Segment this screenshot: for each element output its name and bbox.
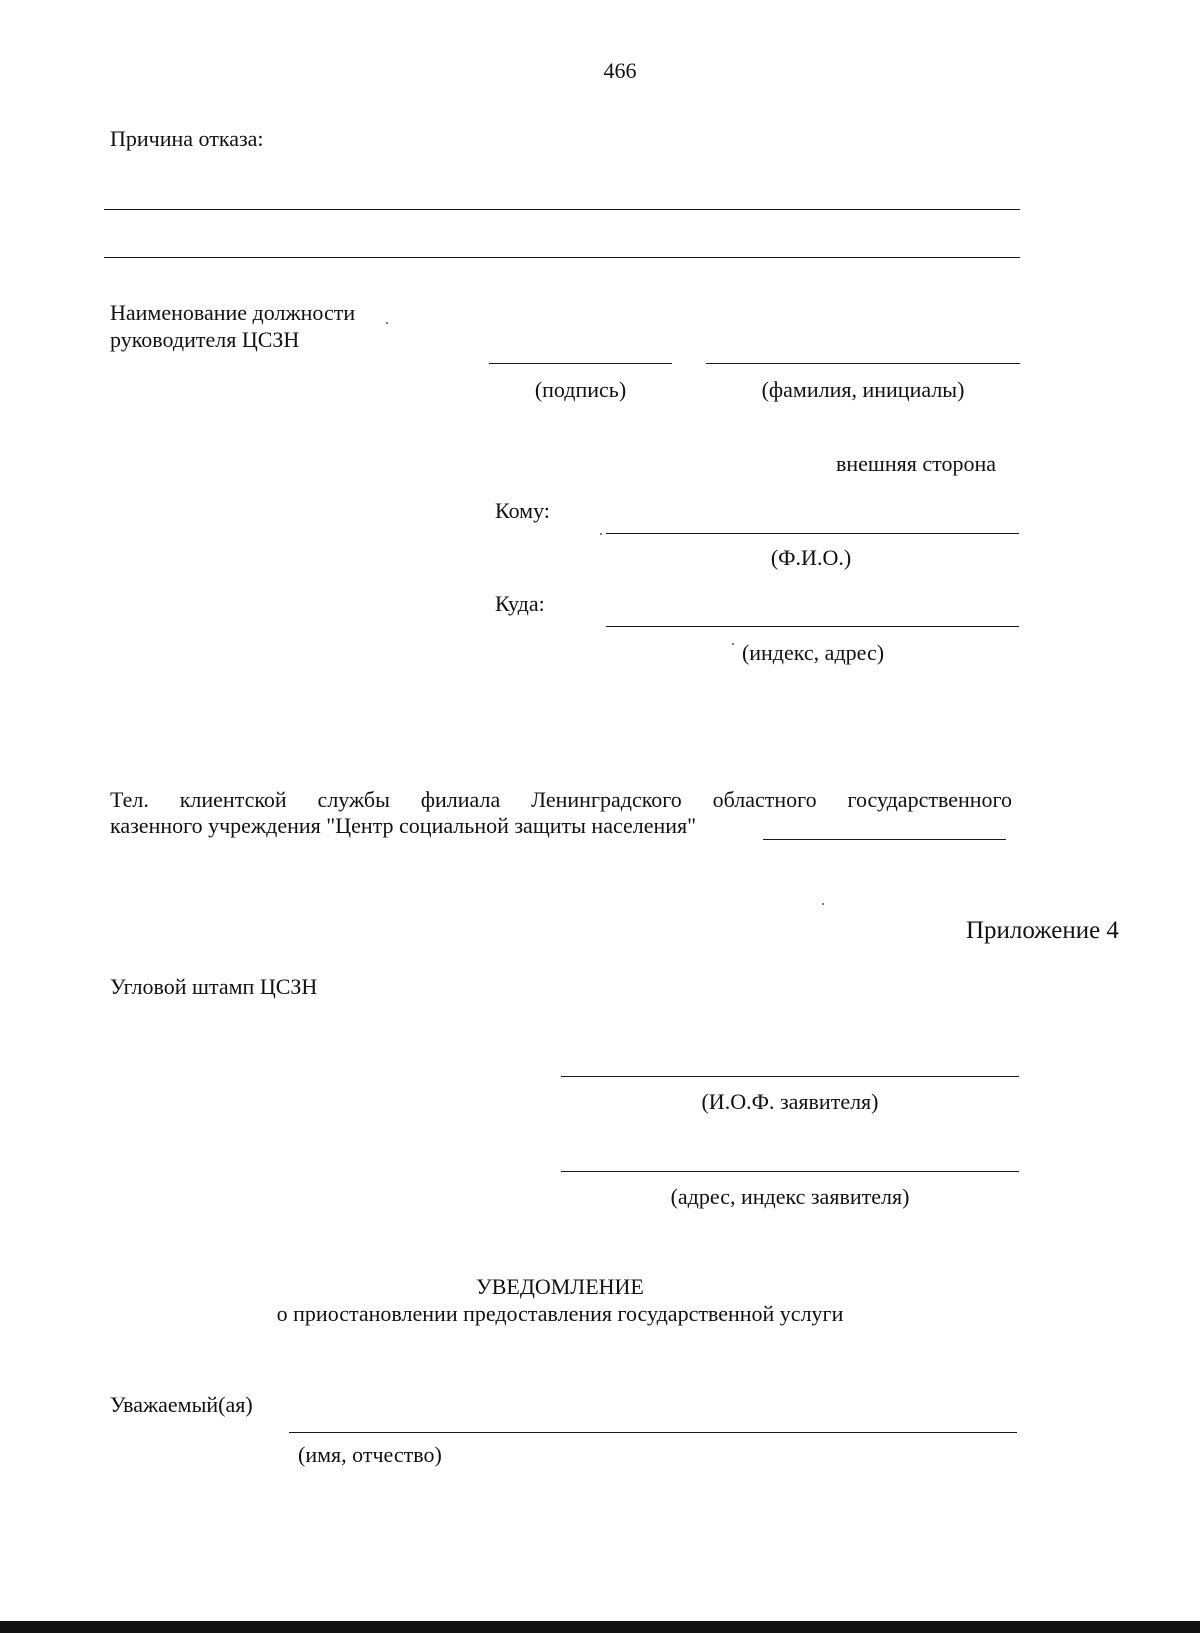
scan-speck	[386, 322, 388, 324]
refusal-reason-label: Причина отказа:	[110, 126, 264, 151]
client-service-phone-line2: казенного учреждения "Центр социальной защиты населения"	[110, 813, 697, 838]
recipient-address-line[interactable]	[606, 626, 1019, 627]
notice-title: УВЕДОМЛЕНИЕ	[476, 1274, 644, 1299]
refusal-reason-line-2[interactable]	[104, 257, 1020, 258]
appendix-title: Приложение 4	[966, 917, 1119, 944]
greeting-name-caption: (имя, отчество)	[298, 1442, 442, 1467]
applicant-name-line[interactable]	[561, 1076, 1019, 1077]
head-name-caption: (фамилия, инициалы)	[761, 377, 965, 402]
greeting-label: Уважаемый(ая)	[110, 1392, 253, 1417]
recipient-address-caption: (индекс, адрес)	[741, 640, 885, 665]
scan-bottom-edge	[0, 1621, 1200, 1633]
head-name-line[interactable]	[706, 363, 1020, 364]
signature-line[interactable]	[489, 363, 672, 364]
applicant-address-line[interactable]	[561, 1171, 1019, 1172]
where-label: Куда:	[495, 591, 545, 616]
scan-speck	[600, 533, 602, 535]
signature-caption: (подпись)	[534, 377, 627, 402]
recipient-fio-caption: (Ф.И.О.)	[770, 545, 852, 570]
recipient-name-line[interactable]	[606, 533, 1019, 534]
scan-speck	[732, 643, 734, 645]
greeting-name-line[interactable]	[289, 1432, 1017, 1433]
client-service-phone-line1: Тел. клиентской службы филиала Ленинградского областного государственного	[110, 787, 1012, 812]
client-service-phone-line[interactable]	[763, 839, 1006, 840]
head-position-label-line2: руководителя ЦСЗН	[110, 327, 300, 352]
to-label: Кому:	[495, 498, 550, 523]
head-position-label-line1: Наименование должности	[110, 300, 356, 325]
scan-speck	[822, 903, 824, 905]
page-number: 466	[603, 58, 637, 83]
outer-side-label: внешняя сторона	[836, 451, 997, 476]
notice-subtitle: о приостановлении предоставления государственной услуги	[276, 1301, 844, 1326]
corner-stamp-label: Угловой штамп ЦСЗН	[110, 974, 318, 999]
refusal-reason-line-1[interactable]	[104, 209, 1020, 210]
applicant-name-caption: (И.О.Ф. заявителя)	[701, 1089, 879, 1114]
applicant-address-caption: (адрес, индекс заявителя)	[670, 1184, 910, 1209]
